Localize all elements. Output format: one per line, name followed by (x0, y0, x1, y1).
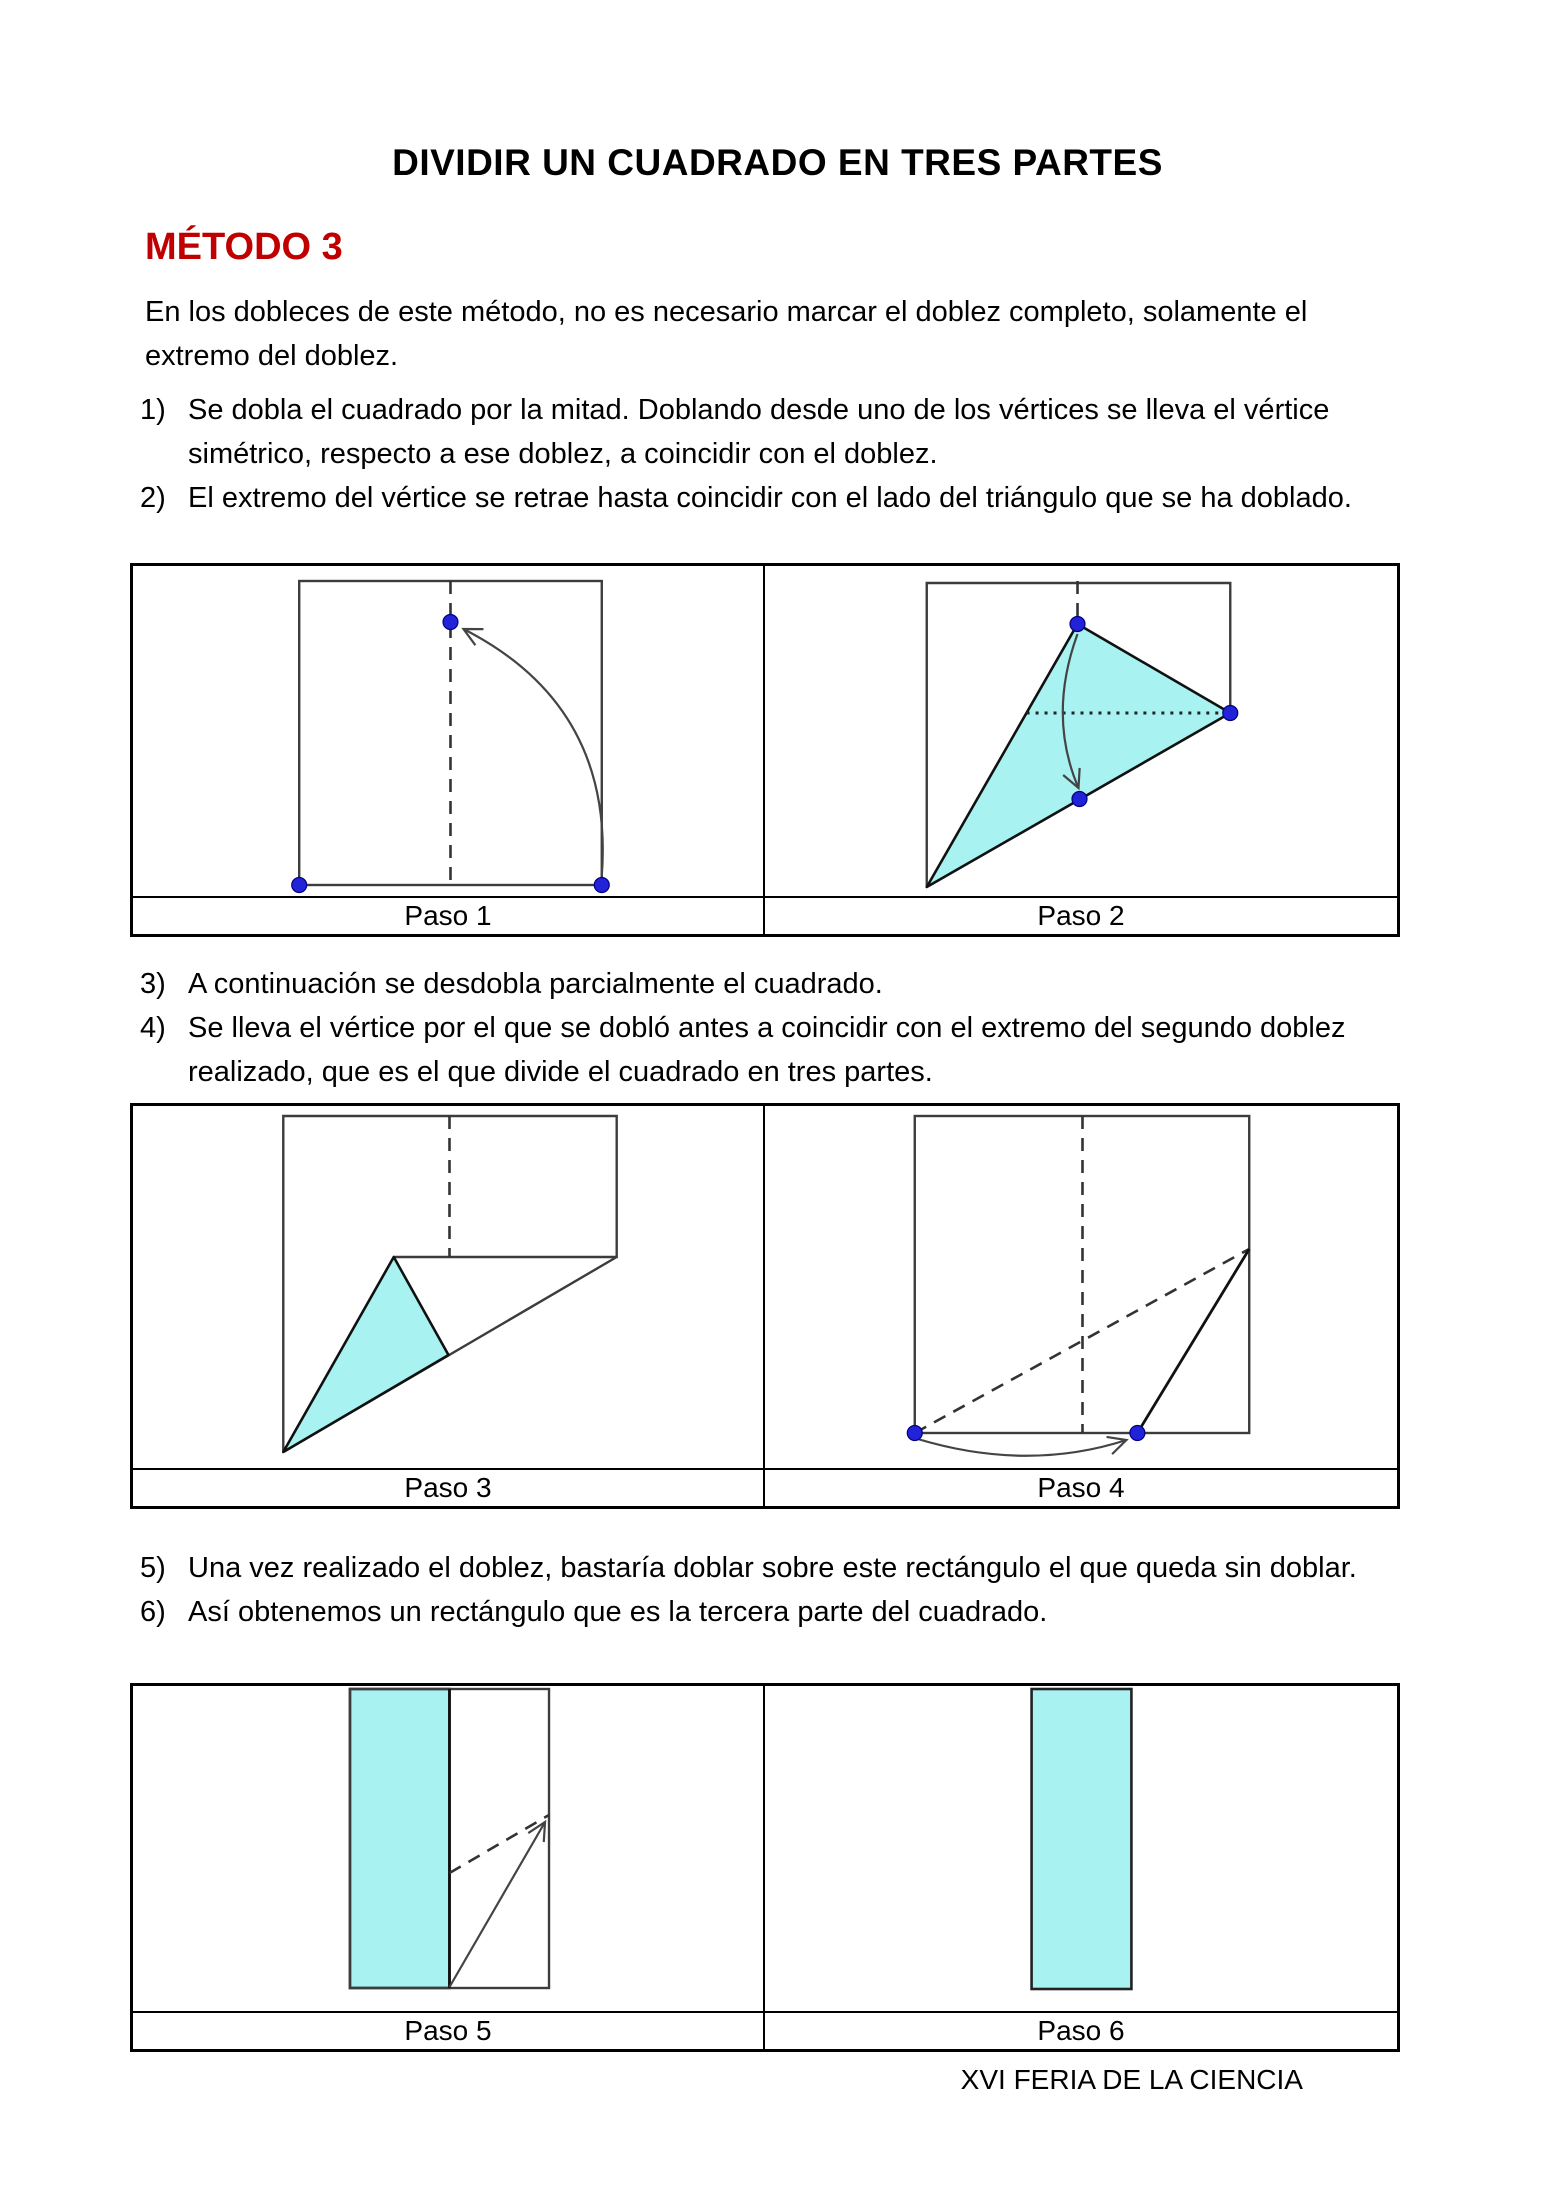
figure-cell-paso-1 (133, 566, 765, 896)
diagonal-crease-line (449, 1815, 549, 1873)
step-text: El extremo del vértice se retrae hasta coincidir con el lado del triángulo que se ha doblado. (188, 482, 1352, 514)
figure-row (133, 1106, 1397, 1468)
third-point-dot (1130, 1426, 1145, 1441)
intro-paragraph: En los dobleces de este método, no es necesario marcar el doblez completo, solamente el extremo del doblez. (145, 296, 1308, 372)
corner-dot (292, 878, 307, 893)
step-number: 5) (140, 1552, 166, 1584)
step-number: 4) (140, 1012, 166, 1044)
figure-cell-paso-4 (765, 1106, 1397, 1468)
third-rectangle (1032, 1689, 1132, 1989)
step-text: Una vez realizado el doblez, bastaría doblar sobre este rectángulo el que queda sin doblar. (188, 1552, 1357, 1584)
fold-arrow-line (449, 1822, 545, 1987)
figure-caption: Paso 3 (133, 1470, 765, 1506)
list-item (140, 388, 1405, 476)
figure-cell-paso-3 (133, 1106, 765, 1468)
fold-arrow-arc (918, 1439, 1127, 1456)
figure-caption-row (133, 2011, 1397, 2049)
step-text: Se dobla el cuadrado por la mitad. Doblando desde uno de los vértices se lleva el vértice simétrico, respecto a ese doblez, a coincidir con el doblez. (188, 394, 1330, 470)
step-text: A continuación se desdobla parcialmente el cuadrado. (188, 968, 883, 1000)
figure-caption-row (133, 1468, 1397, 1506)
figure-cell-paso-6 (765, 1686, 1397, 2011)
paso-2-diagram (765, 566, 1397, 896)
list-item (140, 1590, 1405, 1634)
corner-dot (594, 878, 609, 893)
paso-4-diagram (765, 1106, 1397, 1468)
step-number: 6) (140, 1596, 166, 1628)
figure-row (133, 566, 1397, 896)
vertex-dot (1070, 617, 1085, 632)
figure-table-1 (130, 563, 1400, 937)
fold-arrow-arc (463, 629, 602, 876)
page-title: DIVIDIR UN CUADRADO EN TRES PARTES (392, 142, 1163, 183)
figure-table-3 (130, 1683, 1400, 2052)
footer-text: XVI FERIA DE LA CIENCIA (960, 2064, 1303, 2095)
corner-dot (907, 1426, 922, 1441)
figure-cell-paso-5 (133, 1686, 765, 2011)
fold-edge-line (1137, 1249, 1249, 1433)
paso-1-diagram (133, 566, 763, 896)
step-number: 3) (140, 968, 166, 1000)
step-list-3-4 (140, 962, 1405, 1094)
figure-caption: Paso 6 (1037, 2015, 1125, 2046)
list-item (140, 962, 1405, 1006)
figure-table-2 (130, 1103, 1400, 1509)
step-text: Se lleva el vértice por el que se dobló antes a coincidir con el extremo del segundo doblez realizado, que es el que divide el cuadrado en tres partes. (188, 1012, 1346, 1088)
figure-row (133, 1686, 1397, 2011)
step-number: 1) (140, 394, 166, 426)
step-number: 2) (140, 482, 166, 514)
step-text: Así obtenemos un rectángulo que es la tercera parte del cuadrado. (188, 1596, 1048, 1628)
list-item (140, 1546, 1405, 1590)
figure-cell-paso-2 (765, 566, 1397, 896)
folded-third-rectangle (350, 1689, 450, 1988)
folded-triangle (283, 1257, 448, 1452)
step-list-1-2 (140, 388, 1405, 520)
figure-caption: Paso 5 (133, 2013, 765, 2049)
folded-triangle (927, 624, 1231, 887)
fold-target-dot (1072, 792, 1087, 807)
list-item (140, 1006, 1405, 1094)
figure-caption-row (133, 896, 1397, 934)
figure-caption: Paso 4 (1037, 1472, 1125, 1503)
list-item (140, 476, 1405, 520)
fold-target-dot (443, 615, 458, 630)
figure-caption: Paso 2 (1037, 900, 1125, 931)
paso-5-diagram (133, 1686, 763, 2011)
paso-3-diagram (133, 1106, 763, 1468)
paso-6-diagram (765, 1686, 1397, 2011)
edge-dot (1223, 706, 1238, 721)
figure-caption: Paso 1 (133, 898, 765, 934)
method-heading: MÉTODO 3 (145, 226, 343, 268)
step-list-5-6 (140, 1546, 1405, 1634)
